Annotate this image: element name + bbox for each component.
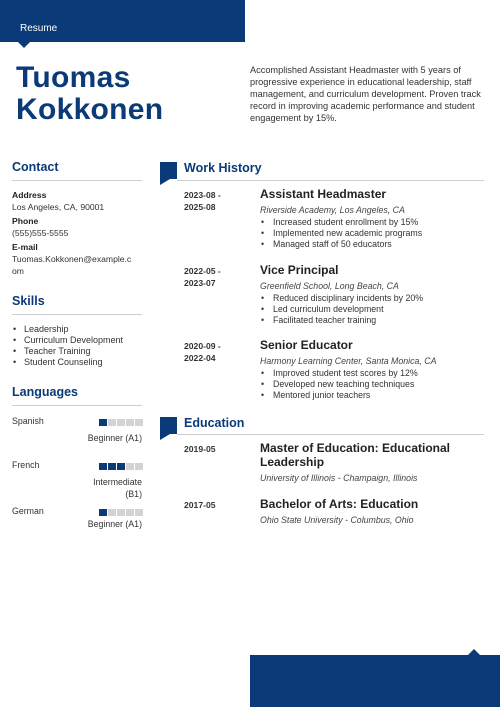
- email-value-line2: om: [12, 266, 24, 276]
- footer-notch: [468, 649, 480, 655]
- language-name: French: [12, 460, 40, 470]
- work-dates: [184, 189, 244, 213]
- work-entry-body: [260, 338, 484, 401]
- proficiency-box-filled: [108, 463, 116, 470]
- achievement-item: • Reduced disciplinary incidents by 20%: [260, 293, 484, 304]
- date-end: 2023-07: [184, 278, 216, 288]
- address-label: Address: [12, 190, 47, 200]
- phone-value: (555)555-5555: [12, 228, 69, 238]
- proficiency-box-empty: [126, 419, 134, 426]
- proficiency-box-empty: [126, 463, 134, 470]
- work-section-flag: [160, 162, 177, 179]
- education-entry-body: [260, 441, 484, 484]
- achievement-item: • Led curriculum development: [260, 304, 484, 315]
- work-entry-body: [260, 263, 484, 326]
- graduation-date: 2019-05: [184, 444, 216, 454]
- work-history-title: Work History: [184, 161, 262, 175]
- professional-summary: Accomplished Assistant Headmaster with 5 years of progressive experience in educational leadership, staff management, and curriculum development. Proven track record in improving academic performance and student engagement by 15%.: [250, 65, 481, 123]
- skill-item: • Student Counseling: [12, 357, 142, 368]
- proficiency-box-filled: [99, 509, 107, 516]
- skills-title: Skills: [12, 294, 45, 308]
- proficiency-box-empty: [108, 419, 116, 426]
- skill-item: • Teacher Training: [12, 346, 142, 357]
- proficiency-meter: [99, 463, 143, 470]
- proficiency-box-empty: [117, 509, 125, 516]
- proficiency-box-filled: [117, 463, 125, 470]
- employer: Greenfield School, Long Beach, CA: [260, 281, 399, 291]
- achievement-list: [260, 217, 484, 250]
- languages-divider: [12, 405, 142, 406]
- achievement-item: • Managed staff of 50 educators: [260, 239, 484, 250]
- address-value: Los Angeles, CA, 90001: [12, 202, 105, 212]
- languages-list: [12, 416, 142, 550]
- language-row: [12, 506, 142, 550]
- proficiency-meter: [99, 419, 143, 426]
- employer: Riverside Academy, Los Angeles, CA: [260, 205, 405, 215]
- achievement-item: • Facilitated teacher training: [260, 315, 484, 326]
- contact-title: Contact: [12, 160, 59, 174]
- email-label: E-mail: [12, 242, 38, 252]
- language-level-line2: (B1): [125, 489, 142, 499]
- left-column: [12, 160, 142, 550]
- languages-title: Languages: [12, 385, 78, 399]
- education-entry-body: [260, 497, 484, 526]
- proficiency-box-empty: [126, 509, 134, 516]
- education-title: Education: [184, 416, 245, 430]
- job-title: Senior Educator: [260, 338, 353, 352]
- language-level: [77, 476, 142, 500]
- job-title: Vice Principal: [260, 263, 339, 277]
- achievement-item: • Implemented new academic programs: [260, 228, 484, 239]
- language-level: [77, 518, 142, 530]
- degree-line1: Master of Education: Educational: [260, 441, 451, 455]
- proficiency-box-empty: [135, 419, 143, 426]
- skill-item: • Curriculum Development: [12, 335, 142, 346]
- work-divider: [177, 180, 484, 181]
- work-entry-body: [260, 187, 484, 250]
- achievement-list: [260, 293, 484, 326]
- employer: Harmony Learning Center, Santa Monica, CA: [260, 356, 437, 366]
- achievement-item: • Increased student enrollment by 15%: [260, 217, 484, 228]
- language-level-line1: Beginner (A1): [87, 519, 142, 529]
- banner-notch: [18, 42, 30, 48]
- proficiency-meter: [99, 509, 143, 516]
- degree-line1: Bachelor of Arts: Education: [260, 497, 419, 511]
- language-name: German: [12, 506, 44, 516]
- resume-label: Resume: [20, 23, 58, 34]
- language-level-line1: Beginner (A1): [87, 433, 142, 443]
- proficiency-box-filled: [99, 463, 107, 470]
- proficiency-box-empty: [108, 509, 116, 516]
- education-divider: [177, 434, 484, 435]
- education-section-flag: [160, 417, 177, 434]
- date-start: 2023-08 -: [184, 190, 221, 200]
- date-end: 2025-08: [184, 202, 216, 212]
- language-row: [12, 460, 142, 506]
- email-value-line1: Tuomas.Kokkonen@example.c: [12, 254, 132, 264]
- degree-line2: Leadership: [260, 455, 325, 469]
- job-title: Assistant Headmaster: [260, 187, 387, 201]
- skills-list: [12, 324, 142, 368]
- achievement-item: • Mentored junior teachers: [260, 390, 484, 401]
- language-name: Spanish: [12, 416, 44, 426]
- school: Ohio State University - Columbus, Ohio: [260, 515, 414, 525]
- achievement-list: [260, 368, 484, 401]
- graduation-date: 2017-05: [184, 500, 216, 510]
- contact-details: [12, 189, 142, 277]
- date-start: 2020-09 -: [184, 341, 221, 351]
- work-dates: [184, 340, 244, 364]
- date-end: 2022-04: [184, 353, 216, 363]
- language-row: [12, 416, 142, 460]
- name-first: Tuomas: [16, 61, 131, 94]
- header-banner: [0, 0, 245, 42]
- work-dates: [184, 265, 244, 289]
- school: University of Illinois - Champaign, Illinois: [260, 473, 418, 483]
- skills-divider: [12, 314, 142, 315]
- footer-banner: [250, 655, 500, 707]
- proficiency-box-empty: [135, 463, 143, 470]
- date-start: 2022-05 -: [184, 266, 221, 276]
- achievement-item: • Improved student test scores by 12%: [260, 368, 484, 379]
- proficiency-box-empty: [135, 509, 143, 516]
- achievement-item: • Developed new teaching techniques: [260, 379, 484, 390]
- language-level-line1: Intermediate: [93, 477, 142, 487]
- name-last: Kokkonen: [16, 93, 164, 126]
- skill-item: • Leadership: [12, 324, 142, 335]
- proficiency-box-filled: [99, 419, 107, 426]
- phone-label: Phone: [12, 216, 39, 226]
- proficiency-box-empty: [117, 419, 125, 426]
- contact-divider: [12, 180, 142, 181]
- language-level: [77, 432, 142, 444]
- candidate-name: [16, 62, 163, 126]
